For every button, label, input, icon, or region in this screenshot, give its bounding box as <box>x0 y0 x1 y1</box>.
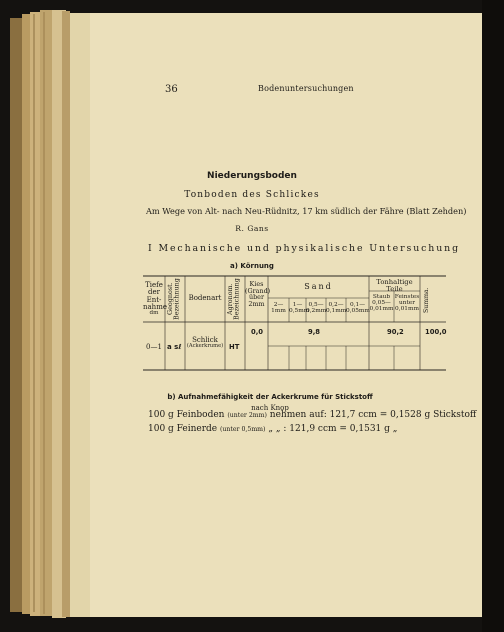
page-number: 36 <box>165 84 178 95</box>
author: R. Gans <box>235 224 269 233</box>
header-sand-col-3: 0,5— 0,2mm <box>306 302 327 315</box>
feinboden-line: 100 g Feinboden (unter 2mm) nehmen auf: 121,7 ccm = 0,1528 g Stickstoff <box>148 410 477 420</box>
header-depth: Tiefe der Ent- nahme dm <box>143 281 167 317</box>
header-sand-col-5: 0,1— 0,05mm <box>346 302 370 315</box>
method-author: nach Knop <box>251 404 289 412</box>
header-sand-col-2: 1— 0,5mm <box>289 302 310 315</box>
header-bodenart: Bodenart <box>188 294 222 302</box>
subtitle: Tonboden des Schlickes <box>184 190 320 200</box>
header-sand: Sand <box>304 282 333 291</box>
cell-depth: 0—1 <box>146 343 162 351</box>
header-geognost: Geognost. Bezeichnung <box>166 278 181 320</box>
header-staub: Staub 0,05— 0,01mm <box>369 294 394 313</box>
header-kies: Kies (Grand) über 2mm <box>245 280 271 309</box>
header-summa: Summa. <box>423 287 430 313</box>
section-title: I Mechanische und physikalische Untersuchung <box>148 243 461 254</box>
header-feinstes: Feinstes unter 0,01mm <box>394 294 420 313</box>
subsection-koernung: a) Körnung <box>230 262 274 270</box>
running-head: Bodenuntersuchungen <box>258 84 354 93</box>
cell-sand-total: 9,8 <box>308 328 321 336</box>
cell-geognost: a sℓ <box>167 343 182 351</box>
cell-bodenart: Schlick (Ackerkrume) <box>186 336 224 350</box>
header-sand-col-1: 2— 1mm <box>271 302 286 315</box>
feinerde-line: 100 g Feinerde (unter 0,5mm) „ „ : 121,9 ccm = 0,1531 g „ <box>148 424 398 434</box>
cell-agronom: HT <box>229 343 240 351</box>
cell-summa: 100,0 <box>425 328 447 336</box>
subsection-aufnahme: b) Aufnahmefähigkeit der Ackerkrume für Stickstoff <box>167 393 373 401</box>
cell-ton-total: 90,2 <box>387 328 404 336</box>
page-title: Niederungsboden <box>207 171 297 181</box>
sample-location: Am Wege von Alt- nach Neu-Rüdnitz, 17 km südlich der Fähre (Blatt Zehden) <box>146 206 467 216</box>
header-agronom: Agronom. Bezeichnung <box>226 278 241 320</box>
header-sand-col-4: 0,2— 0,1mm <box>326 302 347 315</box>
cell-kies: 0,0 <box>251 328 264 336</box>
header-tonhaltige: Tonhaltige Teile <box>376 278 413 294</box>
